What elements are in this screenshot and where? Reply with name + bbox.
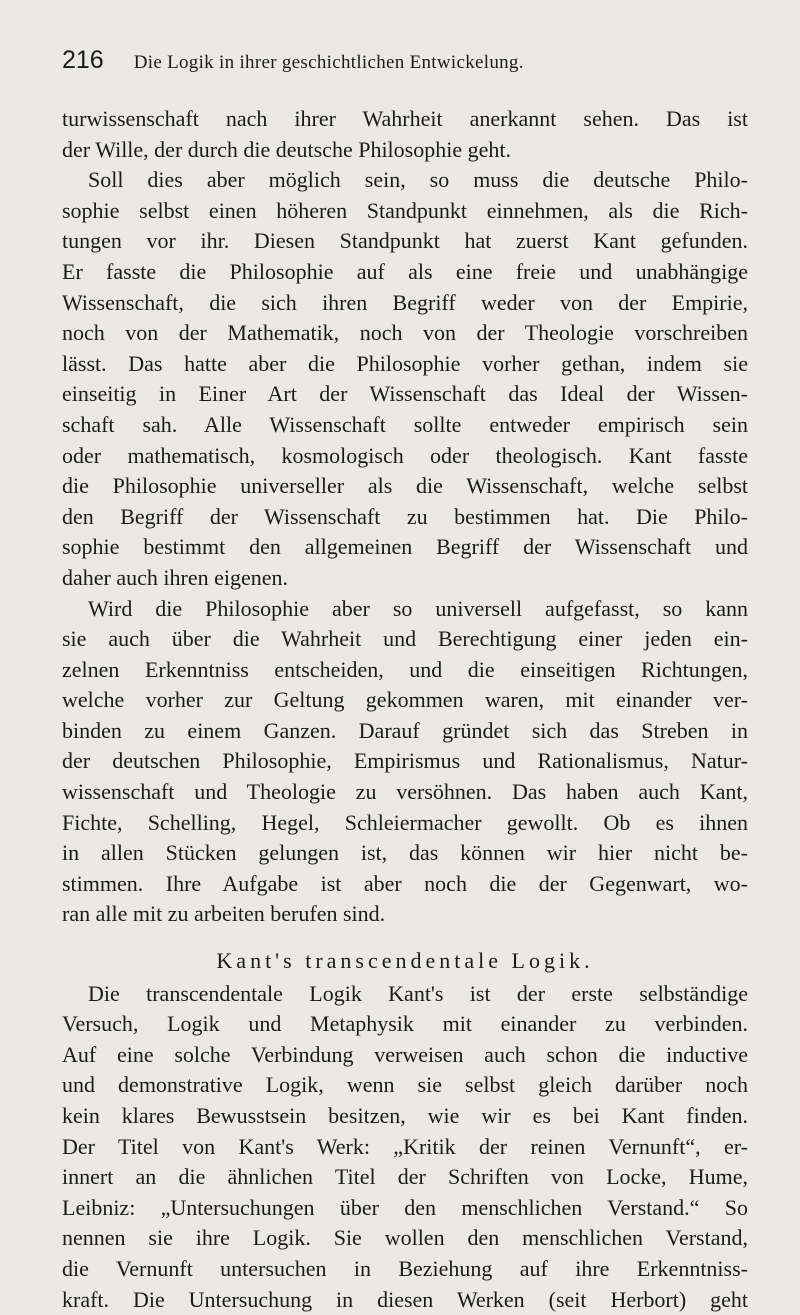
- text-line: binden zu einem Ganzen. Darauf gründet sich das Streben in: [62, 717, 748, 743]
- text-line: und demonstrative Logik, wenn sie selbst gleich darüber noch: [62, 1072, 748, 1098]
- text-line: stimmen. Ihre Aufgabe ist aber noch die der Gegenwart, wo-: [62, 870, 748, 896]
- page-header: [62, 46, 748, 82]
- text-line: ran alle mit zu arbeiten berufen sind.: [62, 901, 386, 927]
- text-line: oder mathematisch, kosmologisch oder theologisch. Kant fasste: [62, 442, 748, 468]
- text-line: daher auch ihren eigenen.: [62, 564, 288, 590]
- text-line: Auf eine solche Verbindung verweisen auch schon die inductive: [62, 1041, 748, 1067]
- paragraph-4: [62, 979, 748, 1315]
- text-line: lässt. Das hatte aber die Philosophie vorher gethan, indem sie: [62, 350, 748, 376]
- running-title: Die Logik in ihrer geschichtlichen Entwickelung.: [133, 52, 524, 73]
- text-line: in allen Stücken gelungen ist, das können wir hier nicht be-: [62, 840, 748, 866]
- text-line: sophie bestimmt den allgemeinen Begriff der Wissenschaft und: [62, 534, 748, 560]
- text-line: tungen vor ihr. Diesen Standpunkt hat zuerst Kant gefunden.: [62, 228, 748, 254]
- text-line: Soll dies aber möglich sein, so muss die deutsche Philo-: [88, 167, 748, 193]
- text-line: nennen sie ihre Logik. Sie wollen den menschlichen Verstand,: [62, 1225, 748, 1251]
- text-line: die Philosophie universeller als die Wissenschaft, welche selbst: [62, 473, 748, 499]
- text-line: welche vorher zur Geltung gekommen waren, mit einander ver-: [62, 687, 748, 713]
- text-line: Der Titel von Kant's Werk: „Kritik der reinen Vernunft“, er-: [62, 1133, 748, 1159]
- text-line: Leibniz: „Untersuchungen über den menschlichen Verstand.“ So: [62, 1194, 748, 1220]
- page-number: 216: [62, 46, 104, 74]
- text-line: Er fasste die Philosophie auf als eine freie und unabhängige: [62, 258, 748, 284]
- text-line: der deutschen Philosophie, Empirismus und Rationalismus, Natur-: [62, 748, 748, 774]
- text-line: kein klares Bewusstsein besitzen, wie wir es bei Kant finden.: [62, 1103, 748, 1128]
- text-line: Wissenschaft, die sich ihren Begriff weder von der Empirie,: [62, 289, 748, 315]
- text-line: wissenschaft und Theologie zu versöhnen. Das haben auch Kant,: [62, 779, 748, 805]
- paragraph-3: [62, 594, 748, 931]
- text-line: der Wille, der durch die deutsche Philosophie geht.: [62, 136, 511, 162]
- text-line: einseitig in Einer Art der Wissenschaft das Ideal der Wissen-: [62, 381, 748, 407]
- text-line: den Begriff der Wissenschaft zu bestimmen hat. Die Philo-: [62, 503, 748, 529]
- text-line: Fichte, Schelling, Hegel, Schleiermacher gewollt. Ob es ihnen: [62, 809, 748, 835]
- text-line: noch von der Mathematik, noch von der Theologie vorschreiben: [62, 320, 748, 346]
- text-line: turwissenschaft nach ihrer Wahrheit anerkannt sehen. Das ist: [62, 106, 748, 131]
- text-line: sie auch über die Wahrheit und Berechtigung einer jeden ein-: [62, 626, 748, 652]
- text-line: sophie selbst einen höheren Standpunkt einnehmen, als die Rich-: [62, 197, 748, 223]
- paragraph-2: [62, 165, 748, 593]
- text-line: schaft sah. Alle Wissenschaft sollte entweder empirisch sein: [62, 411, 748, 437]
- paragraph-1: [62, 104, 748, 165]
- text-line: Die transcendentale Logik Kant's ist der erste selbständige: [88, 980, 748, 1006]
- text-line: Wird die Philosophie aber so universell aufgefasst, so kann: [88, 595, 748, 621]
- text-line: Versuch, Logik und Metaphysik mit einander zu verbinden.: [62, 1011, 748, 1037]
- section-heading: Kant's transcendentale Logik.: [216, 948, 594, 974]
- text-line: zelnen Erkenntniss entscheiden, und die einseitigen Richtungen,: [62, 656, 748, 682]
- text-line: kraft. Die Untersuchung in diesen Werken (seit Herbort) geht: [62, 1286, 748, 1312]
- text-line: die Vernunft untersuchen in Beziehung auf ihre Erkenntniss-: [62, 1255, 748, 1281]
- text-line: innert an die ähnlichen Titel der Schriften von Locke, Hume,: [62, 1164, 748, 1190]
